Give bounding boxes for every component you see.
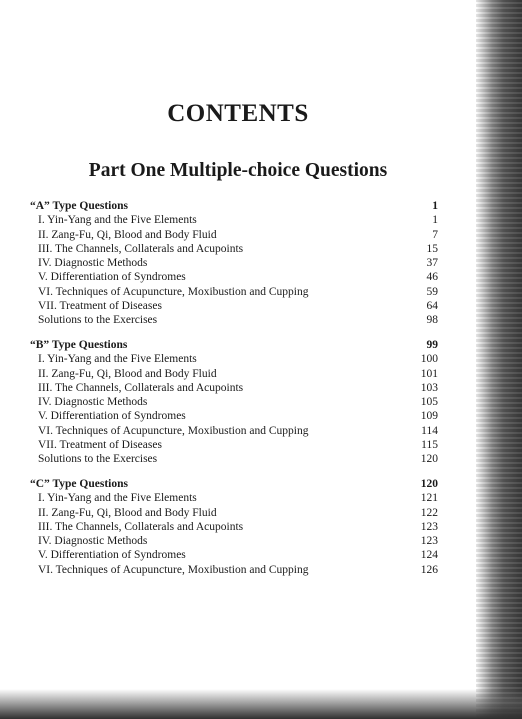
- toc-entry-page: 126: [420, 563, 438, 576]
- toc-entry-label: III. The Channels, Collaterals and Acupoints: [38, 242, 244, 255]
- toc-entry-page: 7: [432, 228, 438, 241]
- toc-entry: [30, 506, 438, 520]
- toc-entry: [30, 367, 438, 381]
- toc-entry-page: 109: [420, 410, 438, 423]
- toc-entry-page: 1: [432, 214, 438, 227]
- toc-entry: [30, 520, 438, 534]
- toc-entry-page: 115: [421, 439, 438, 452]
- toc-entry-label: I. Yin-Yang and the Five Elements: [38, 353, 197, 366]
- toc-entry-page: 100: [420, 353, 438, 366]
- section-heading-page: 120: [420, 478, 438, 490]
- toc-entry: [30, 213, 438, 227]
- toc-entry-label: IV. Diagnostic Methods: [38, 257, 148, 270]
- toc-entry-label: II. Zang-Fu, Qi, Blood and Body Fluid: [38, 228, 217, 241]
- toc-entry: [30, 409, 438, 423]
- toc-entry: [30, 452, 438, 466]
- section-heading-page: 1: [432, 200, 438, 212]
- toc-section-heading: [30, 477, 438, 491]
- toc-entry: [30, 285, 438, 299]
- toc-section-b: [30, 338, 438, 467]
- toc-entry-label: III. The Channels, Collaterals and Acupoints: [38, 381, 244, 394]
- toc-entry: [30, 424, 438, 438]
- toc-entry: [30, 534, 438, 548]
- toc-entry-page: 98: [426, 314, 438, 327]
- toc-entry-page: 103: [420, 381, 438, 394]
- toc-entry-label: II. Zang-Fu, Qi, Blood and Body Fluid: [38, 506, 217, 519]
- toc-entry: [30, 299, 438, 313]
- toc-entry-page: 46: [426, 271, 438, 284]
- toc-entry: [30, 228, 438, 242]
- toc-entry-label: VI. Techniques of Acupuncture, Moxibustion and Cupping: [38, 563, 309, 576]
- toc-entry-label: VII. Treatment of Diseases: [38, 439, 162, 452]
- section-heading-page: 99: [426, 339, 438, 351]
- toc-entry: [30, 563, 438, 577]
- section-heading-label: “A” Type Questions: [30, 200, 128, 212]
- toc-entry-label: VI. Techniques of Acupuncture, Moxibustion and Cupping: [38, 285, 309, 298]
- toc-entry-label: V. Differentiation of Syndromes: [38, 271, 186, 284]
- toc-entry-label: VII. Treatment of Diseases: [38, 300, 162, 313]
- toc-entry: [30, 395, 438, 409]
- toc-entry: [30, 270, 438, 284]
- toc-entry: [30, 352, 438, 366]
- section-heading-label: “C” Type Questions: [30, 478, 128, 490]
- toc-entry-page: 122: [420, 506, 438, 519]
- toc-section-c: [30, 477, 438, 577]
- toc-entry-page: 124: [420, 549, 438, 562]
- scan-bottom-shadow: [0, 689, 522, 719]
- part-title: Part One Multiple-choice Questions: [88, 160, 388, 181]
- toc-entry-label: Solutions to the Exercises: [38, 453, 158, 466]
- toc-entry-label: V. Differentiation of Syndromes: [38, 549, 186, 562]
- toc-entry-page: 15: [426, 242, 438, 255]
- toc-entry-label: III. The Channels, Collaterals and Acupoints: [38, 520, 244, 533]
- toc-entry-page: 37: [426, 257, 438, 270]
- toc-entry: [30, 491, 438, 505]
- toc-entry: [30, 242, 438, 256]
- toc-entry-label: Solutions to the Exercises: [38, 314, 158, 327]
- toc-entry-page: 64: [426, 300, 438, 313]
- toc-entry-page: 121: [420, 492, 438, 505]
- toc-entry: [30, 548, 438, 562]
- page-title: CONTENTS: [167, 100, 309, 127]
- toc-entry-page: 123: [420, 520, 438, 533]
- toc-entry: [30, 438, 438, 452]
- binding-edge-shadow: [476, 0, 522, 719]
- toc-entry-label: II. Zang-Fu, Qi, Blood and Body Fluid: [38, 367, 217, 380]
- toc-entry: [30, 313, 438, 327]
- toc-section-a: [30, 199, 438, 328]
- toc-section-heading: [30, 338, 438, 352]
- toc-entry: [30, 381, 438, 395]
- toc-entry-label: I. Yin-Yang and the Five Elements: [38, 492, 197, 505]
- toc-entry-label: I. Yin-Yang and the Five Elements: [38, 214, 197, 227]
- toc-entry-page: 59: [426, 285, 438, 298]
- toc-entry-page: 114: [421, 424, 438, 437]
- toc-entry-page: 101: [420, 367, 438, 380]
- toc-entry-label: IV. Diagnostic Methods: [38, 396, 148, 409]
- toc-entry: [30, 256, 438, 270]
- toc-entry-label: IV. Diagnostic Methods: [38, 535, 148, 548]
- toc-entry-page: 123: [420, 535, 438, 548]
- toc-entry-page: 105: [420, 396, 438, 409]
- toc-entry-page: 120: [420, 453, 438, 466]
- toc-entry-label: V. Differentiation of Syndromes: [38, 410, 186, 423]
- toc-entry-label: VI. Techniques of Acupuncture, Moxibustion and Cupping: [38, 424, 309, 437]
- section-heading-label: “B” Type Questions: [30, 339, 128, 351]
- toc-section-heading: [30, 199, 438, 213]
